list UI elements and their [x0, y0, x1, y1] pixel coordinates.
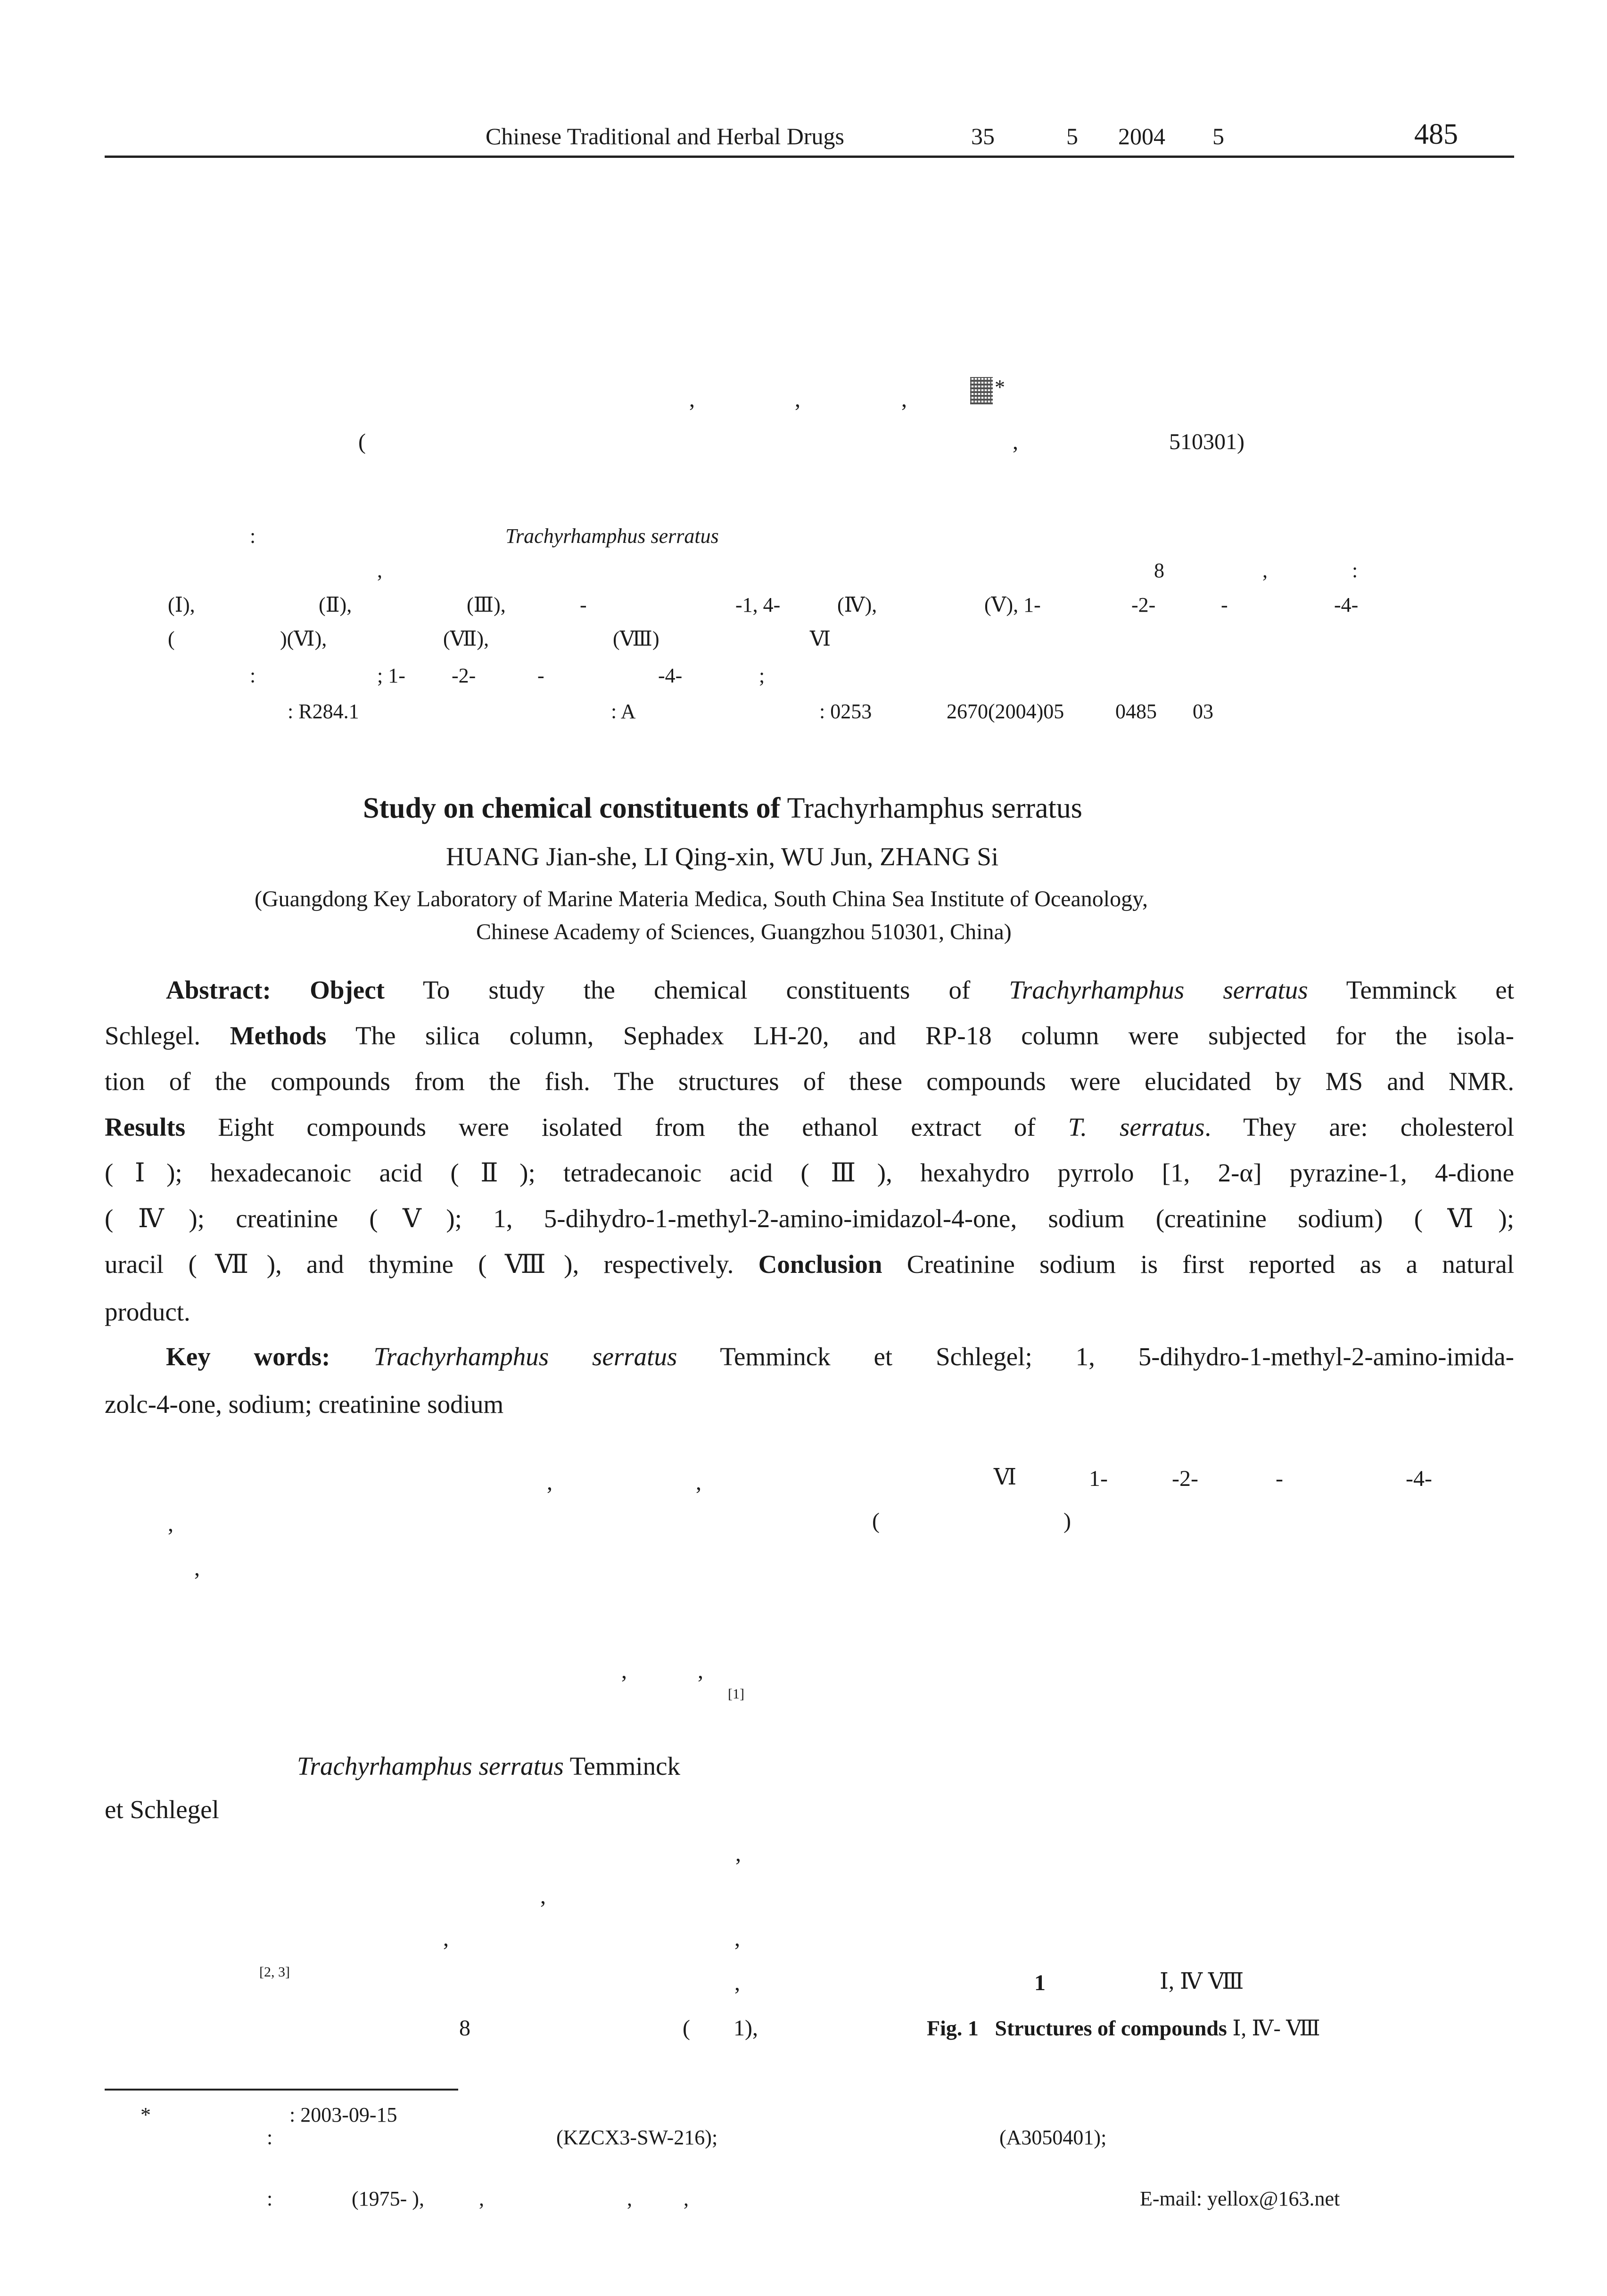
body-mark: ( [683, 2016, 690, 2041]
article-id: 0485 [1115, 700, 1157, 723]
abstract-text: (Ⅳ); creatinine (Ⅴ); 1, 5-dihydro-1-methyl-2-amino-imidazol-4-one, sodium (creatinine sodium) (Ⅵ); [105, 1204, 1514, 1233]
abstract-text: . They are: cholesterol [1204, 1113, 1515, 1141]
keywords-label: Key words: [166, 1342, 330, 1371]
author-separator: , [795, 387, 800, 412]
abstract-line [105, 967, 1514, 1013]
cn-compound-label: -2- [1131, 593, 1156, 616]
body-count: 8 [459, 2016, 470, 2041]
english-authors: HUANG Jian-she, LI Qing-xin, WU Jun, ZHANG Si [446, 842, 999, 871]
figure-compound-list: Ⅰ, Ⅳ Ⅷ [1160, 1969, 1244, 1994]
author-email: E-mail: yellox@163.net [1140, 2187, 1340, 2210]
figure-number: 1 [1034, 1970, 1046, 1995]
bio-years: (1975- ), [352, 2187, 424, 2210]
english-title-main: Study on chemical constituents of [363, 792, 781, 824]
body-mark: , [698, 1658, 703, 1683]
cn-compound-label: (Ⅴ), 1- [984, 593, 1041, 616]
issue-number: 5 [1066, 123, 1078, 149]
abstract-text: tion of the compounds from the fish. The structures of these compounds were elucidated by MS and NMR. [105, 1067, 1514, 1096]
document-code: : A [611, 700, 636, 723]
cn-abstract-species: Trachyrhamphus serratus [505, 525, 719, 548]
cn-compound-label: (Ⅳ), [837, 593, 877, 616]
author-qr-icon [970, 377, 993, 404]
journal-title: Chinese Traditional and Herbal Drugs [486, 123, 845, 149]
abstract-label: Abstract: [166, 976, 271, 1004]
body-mark: -2- [1172, 1466, 1198, 1491]
body-mark: -4- [1406, 1466, 1432, 1491]
cn-compound-label: ( [168, 627, 175, 650]
citation-ref: [2, 3] [259, 1964, 290, 1980]
affiliation-open: ( [358, 429, 366, 454]
body-mark: , [194, 1556, 200, 1581]
abstract-text: Schlegel. [105, 1021, 201, 1050]
abstract-species: T. serratus [1068, 1113, 1205, 1141]
object-label: Object [310, 976, 385, 1004]
abstract-line [105, 1104, 1514, 1150]
bio-label: : [267, 2187, 273, 2210]
body-species-line [297, 1751, 680, 1781]
corresponding-asterisk: * [995, 376, 1005, 399]
abstract-text: To study the chemical constituents of [423, 976, 971, 1004]
body-text: Temminck [569, 1752, 681, 1780]
conclusion-label: Conclusion [758, 1250, 882, 1279]
english-title [363, 792, 1082, 825]
english-affiliation: Chinese Academy of Sciences, Guangzhou 510301, China) [476, 919, 1012, 944]
english-title-species: Trachyrhamphus serratus [787, 792, 1082, 824]
cn-compound-label: (Ⅱ), [319, 593, 352, 616]
english-affiliation: (Guangdong Key Laboratory of Marine Materia Medica, South China Sea Institute of Oceanology, [255, 886, 1148, 911]
body-mark: , [547, 1470, 552, 1495]
cn-keywords-mark: -4- [658, 664, 683, 687]
cn-abstract-mark: , [377, 559, 382, 582]
figure-caption-label: Fig. 1 [927, 2016, 979, 2040]
fund-project: (KZCX3-SW-216); [556, 2126, 718, 2149]
cn-compound-label: (Ⅷ) [613, 627, 659, 650]
fund-label: : [267, 2126, 273, 2149]
author-separator: , [689, 387, 695, 412]
abstract-text: (Ⅰ); hexadecanoic acid (Ⅱ); tetradecanoic acid (Ⅲ), hexahydro pyrrolo [1, 2-α] pyrazine-1, 4-dione [105, 1158, 1514, 1187]
article-id: 03 [1193, 700, 1213, 723]
fund-project: (A3050401); [999, 2126, 1107, 2149]
keywords-species: Trachyrhamphus serratus [373, 1342, 677, 1371]
body-species: Trachyrhamphus serratus [297, 1752, 564, 1780]
volume-number: 35 [971, 123, 995, 149]
keywords-line [105, 1334, 1514, 1379]
body-mark: , [696, 1470, 701, 1495]
cn-compound-label: -4- [1334, 593, 1359, 616]
abstract-text: Eight compounds were isolated from the ethanol extract of [218, 1113, 1036, 1141]
cn-abstract-count: 8 [1154, 559, 1164, 582]
cn-compound-label: - [1221, 593, 1228, 616]
body-mark: ( [872, 1509, 880, 1533]
cn-keywords-mark: ; [759, 664, 765, 687]
body-mark: ) [1063, 1509, 1071, 1533]
keywords-line: zolc-4-one, sodium; creatinine sodium [105, 1390, 504, 1419]
results-label: Results [105, 1113, 186, 1141]
abstract-species: Trachyrhamphus serratus [1009, 976, 1308, 1004]
year: 2004 [1118, 123, 1165, 149]
figure-caption-list: Ⅰ, Ⅳ- Ⅷ [1232, 2016, 1320, 2040]
cn-keywords-mark: ; 1- [377, 664, 405, 687]
body-mark: , [734, 1970, 740, 1995]
cn-compound-label: (Ⅰ), [168, 593, 195, 616]
figure-caption-text: Structures of compounds [995, 2016, 1227, 2040]
cn-keywords-mark: : [250, 664, 256, 687]
article-id: : 0253 [819, 700, 872, 723]
abstract-line: product. [105, 1297, 190, 1326]
affiliation-postcode: 510301) [1169, 429, 1244, 454]
abstract-text: uracil (Ⅶ), and thymine (Ⅷ), respectively. [105, 1250, 734, 1279]
body-mark: , [540, 1884, 546, 1909]
body-mark: - [1276, 1466, 1283, 1491]
abstract-line [105, 1241, 1514, 1287]
body-mark: , [443, 1926, 449, 1951]
figure-caption [927, 2015, 1320, 2041]
cn-compound-label: Ⅵ [810, 627, 831, 650]
bio-mark: , [627, 2187, 632, 2210]
month: 5 [1212, 123, 1224, 149]
cn-compound-label: (Ⅲ), [467, 593, 506, 616]
cn-compound-label: )(Ⅵ), [280, 627, 327, 650]
cn-keywords-mark: - [537, 664, 544, 687]
body-mark: , [621, 1658, 627, 1683]
header-rule [105, 156, 1514, 158]
footnote-rule [105, 2089, 458, 2091]
abstract-text: Creatinine sodium is first reported as a natural [907, 1250, 1514, 1279]
cn-compound-label: -1, 4- [735, 593, 781, 616]
body-mark: Ⅵ [994, 1465, 1017, 1490]
abstract-line [105, 1196, 1514, 1241]
body-text: et Schlegel [105, 1795, 219, 1824]
abstract-line [105, 1013, 1514, 1058]
page-number: 485 [1414, 118, 1458, 150]
footnote-star: * [140, 2103, 151, 2126]
cn-keywords-mark: -2- [452, 664, 476, 687]
citation-ref: [1] [728, 1686, 744, 1702]
author-separator: , [901, 387, 907, 412]
cn-compound-label: - [580, 593, 587, 616]
received-date: : 2003-09-15 [289, 2103, 397, 2126]
affiliation-comma: , [1013, 429, 1018, 454]
body-mark: 1- [1089, 1466, 1108, 1491]
body-mark: , [735, 1841, 741, 1866]
abstract-text: The silica column, Sephadex LH-20, and RP-18 column were subjected for the isola- [355, 1021, 1514, 1050]
keywords-text: Temminck et Schlegel; 1, 5-dihydro-1-methyl-2-amino-imida- [720, 1342, 1514, 1371]
cn-abstract-mark: , [1262, 559, 1268, 582]
abstract-text: Temminck et [1346, 976, 1514, 1004]
article-id: 2670(2004)05 [947, 700, 1064, 723]
abstract-line [105, 1150, 1514, 1196]
cn-compound-label: (Ⅶ), [443, 627, 489, 650]
abstract-line [105, 1058, 1514, 1104]
bio-mark: , [479, 2187, 484, 2210]
cn-abstract-label: : [250, 525, 256, 548]
methods-label: Methods [230, 1021, 327, 1050]
body-mark: , [734, 1926, 740, 1951]
body-mark: , [168, 1511, 173, 1536]
bio-mark: , [684, 2187, 689, 2210]
cn-abstract-mark: : [1352, 559, 1358, 582]
figure-ref: 1), [733, 2016, 758, 2041]
clc-number: : R284.1 [288, 700, 359, 723]
